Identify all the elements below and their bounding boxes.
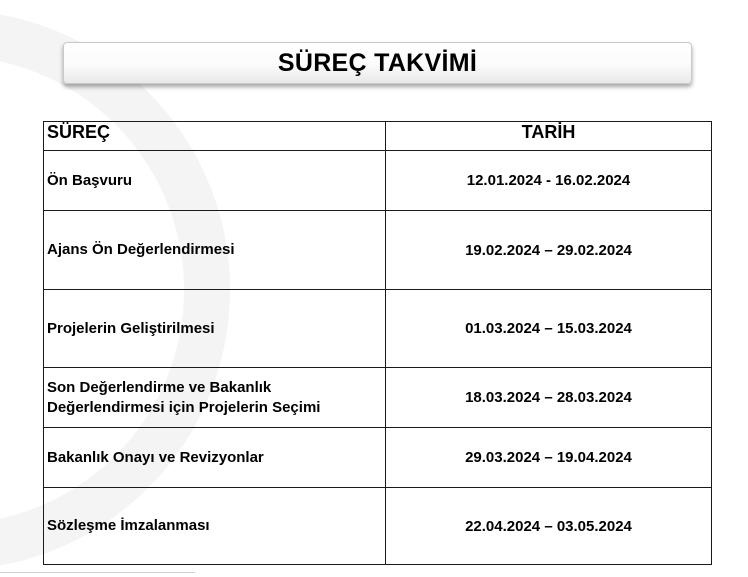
table-row [44,488,712,565]
process-cell: Projelerin Geliştirilmesi [44,290,386,368]
process-cell: Bakanlık Onayı ve Revizyonlar [44,428,386,488]
process-cell: Ön Başvuru [44,151,386,211]
table-row [44,211,712,290]
header-date: TARİH [386,122,712,151]
process-cell: Son Değerlendirme ve Bakanlık Değerlendirmesi için Projelerin Seçimi [44,368,386,428]
process-cell: Sözleşme İmzalanması [44,488,386,565]
table-row [44,290,712,368]
table-row [44,151,712,211]
header-process: SÜREÇ [44,122,386,151]
title-banner [63,42,692,84]
date-cell: 19.02.2024 – 29.02.2024 [386,211,712,290]
date-cell: 22.04.2024 – 03.05.2024 [386,488,712,565]
date-cell: 18.03.2024 – 28.03.2024 [386,368,712,428]
table-header-row [44,122,712,151]
process-cell: Ajans Ön Değerlendirmesi [44,211,386,290]
process-schedule-table [43,121,712,565]
date-cell: 29.03.2024 – 19.04.2024 [386,428,712,488]
table-row [44,428,712,488]
date-cell: 01.03.2024 – 15.03.2024 [386,290,712,368]
date-cell: 12.01.2024 - 16.02.2024 [386,151,712,211]
bottom-divider [0,572,195,573]
page-title: SÜREÇ TAKVİMİ [277,48,478,77]
table-row [44,368,712,428]
